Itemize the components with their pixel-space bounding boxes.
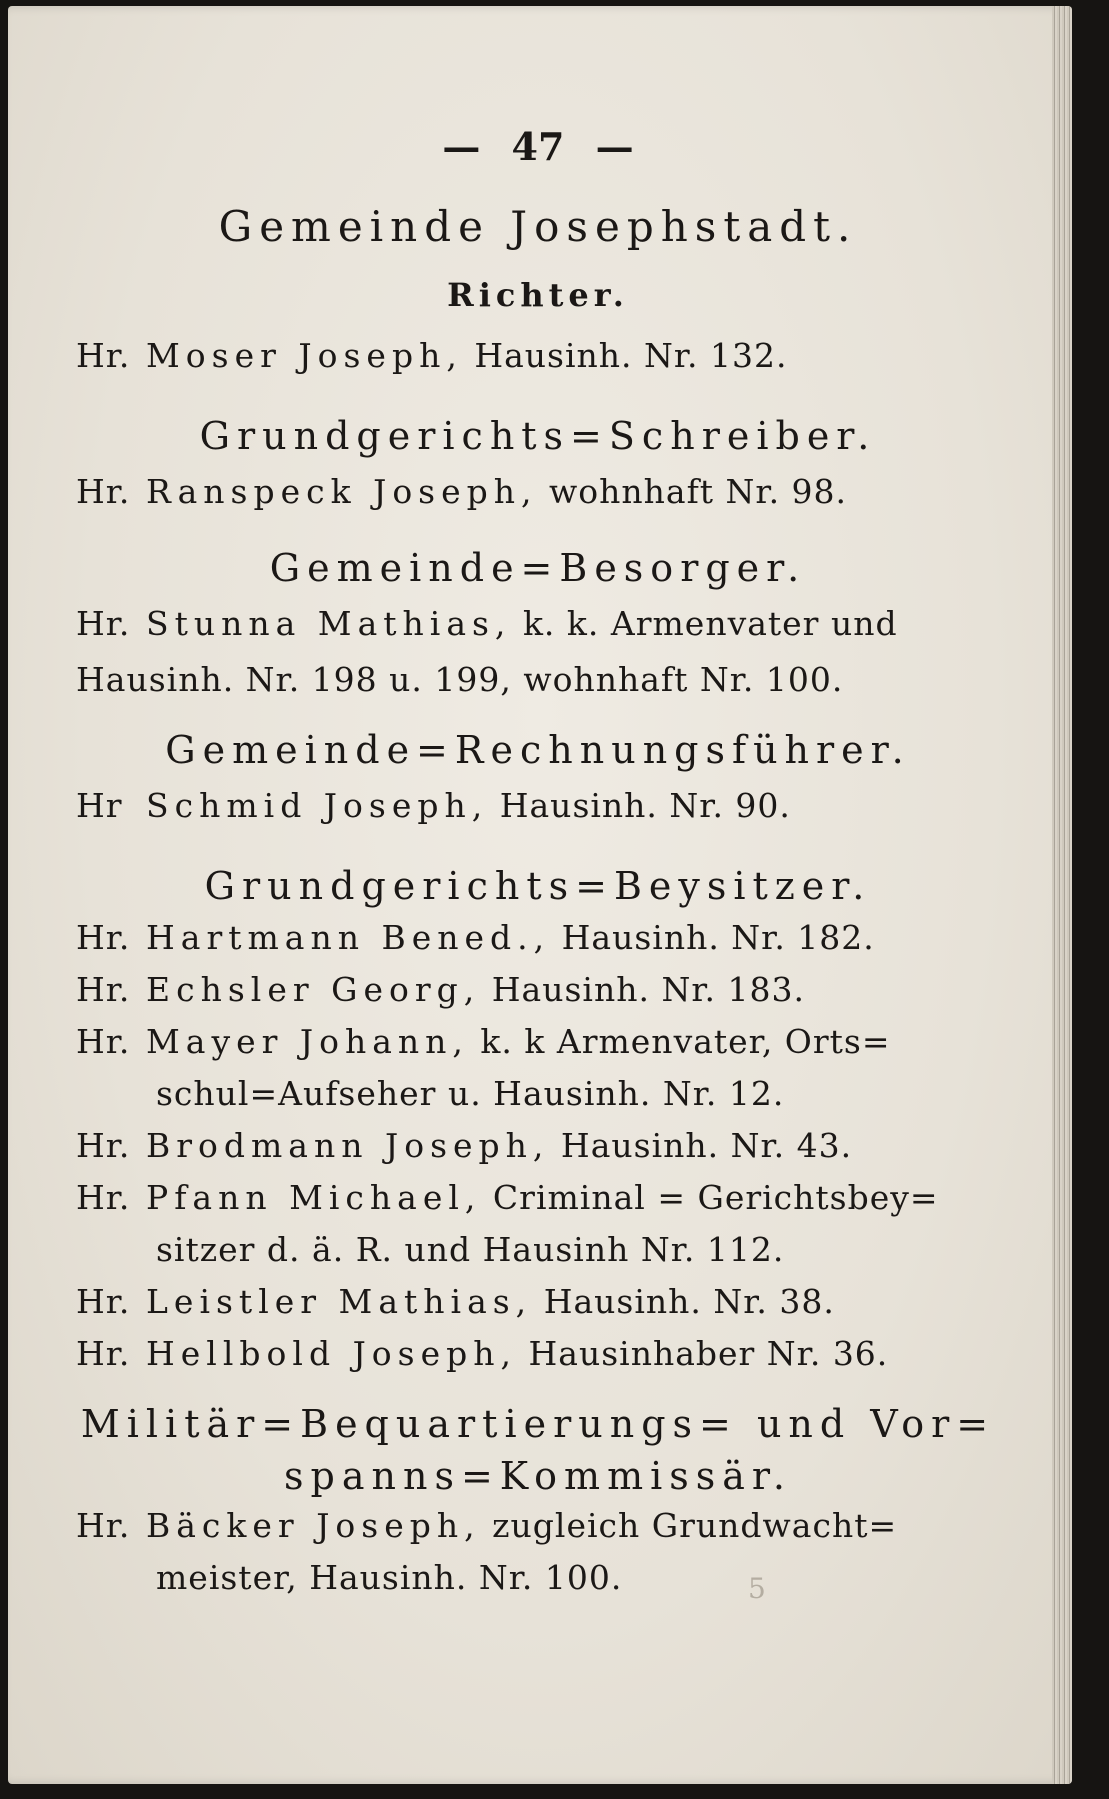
entry-detail: wohnhaft Nr. 98. [549, 472, 848, 511]
section-heading-rechnungsfuehrer: Gemeinde=Rechnungsführer. [165, 728, 911, 772]
entry-name: Echsler Georg, [146, 970, 481, 1009]
section-heading-beysitzer: Grundgerichts=Beysitzer. [204, 864, 872, 908]
entry-label: Hr. [76, 1334, 131, 1373]
page-dash-left: — [442, 124, 481, 169]
entry-name: Pfann Michael, [146, 1178, 482, 1217]
entry-name: Bäcker Joseph, [146, 1506, 481, 1545]
bleed-through-mark: 5 [748, 1572, 766, 1605]
entry-label: Hr. [76, 472, 131, 511]
entry-baecker [76, 1506, 946, 1545]
section-heading-militaer: Militär=Bequartierungs= und Vor= [80, 1402, 996, 1446]
entry-hartmann [76, 918, 946, 957]
entry-detail: Hausinh. Nr. 183. [491, 970, 805, 1009]
section-heading-schreiber: Grundgerichts=Schreiber. [199, 414, 877, 458]
entry-name: Leistler Mathias, [146, 1282, 533, 1321]
section-heading-besorger: Gemeinde=Besorger. [269, 546, 807, 590]
page-number-line [8, 124, 1068, 169]
entry-detail: Hausinh. Nr. 132. [474, 336, 788, 375]
entry-detail: Hausinh. Nr. 43. [560, 1126, 853, 1165]
page-dash-right: — [595, 124, 634, 169]
entry-stunna [76, 604, 946, 643]
entry-detail: Hausinhaber Nr. 36. [528, 1334, 889, 1373]
entry-mayer [76, 1022, 946, 1061]
entry-hellbold [76, 1334, 946, 1373]
entry-label: Hr. [76, 604, 131, 643]
page-text [8, 6, 1072, 1784]
entry-label: Hr. [76, 1282, 131, 1321]
entry-echsler [76, 970, 946, 1009]
book-page [8, 6, 1072, 1784]
entry-name: Schmid Joseph, [146, 786, 489, 825]
entry-name: Hartmann Bened., [146, 918, 551, 957]
entry-detail: Hausinh. Nr. 38. [543, 1282, 835, 1321]
entry-pfann-continued: sitzer d. ä. R. und Hausinh Nr. 112. [156, 1230, 785, 1269]
entry-detail: Hausinh. Nr. 182. [561, 918, 875, 957]
entry-label: Hr. [76, 970, 131, 1009]
entry-leistler [76, 1282, 946, 1321]
entry-stunna-continued: Hausinh. Nr. 198 u. 199, wohnhaft Nr. 100. [76, 660, 844, 699]
entry-label: Hr. [76, 336, 131, 375]
entry-name: Ranspeck Joseph, [146, 472, 538, 511]
entry-moser [76, 336, 946, 375]
entry-name: Hellbold Joseph, [146, 1334, 518, 1373]
entry-detail: k. k. Armenvater und [522, 604, 898, 643]
section-heading-richter: Richter. [447, 276, 629, 314]
entry-detail: k. k Armenvater, Orts= [480, 1022, 891, 1061]
entry-pfann [76, 1178, 946, 1217]
entry-detail: Hausinh. Nr. 90. [499, 786, 791, 825]
entry-mayer-continued: schul=Aufseher u. Hausinh. Nr. 12. [156, 1074, 785, 1113]
entry-brodmann [76, 1126, 946, 1165]
entry-schmid [76, 786, 946, 825]
entry-ranspeck [76, 472, 946, 511]
entry-detail: Criminal = Gerichtsbey= [492, 1178, 939, 1217]
entry-baecker-continued: meister, Hausinh. Nr. 100. [156, 1558, 623, 1597]
entry-name: Mayer Johann, [146, 1022, 469, 1061]
entry-label: Hr. [76, 1126, 131, 1165]
page-number: 47 [511, 124, 565, 169]
entry-label: Hr. [76, 918, 131, 957]
entry-label: Hr. [76, 1506, 131, 1545]
entry-name: Moser Joseph, [146, 336, 463, 375]
entry-label: Hr. [76, 1022, 131, 1061]
entry-name: Brodmann Joseph, [146, 1126, 550, 1165]
entry-name: Stunna Mathias, [146, 604, 512, 643]
section-heading-kommissaer: spanns=Kommissär. [284, 1454, 792, 1498]
entry-detail: zugleich Grundwacht= [492, 1506, 898, 1545]
entry-label: Hr. [76, 1178, 131, 1217]
entry-label: Hr [76, 786, 123, 825]
section-heading-gemeinde: Gemeinde Josephstadt. [218, 202, 858, 251]
